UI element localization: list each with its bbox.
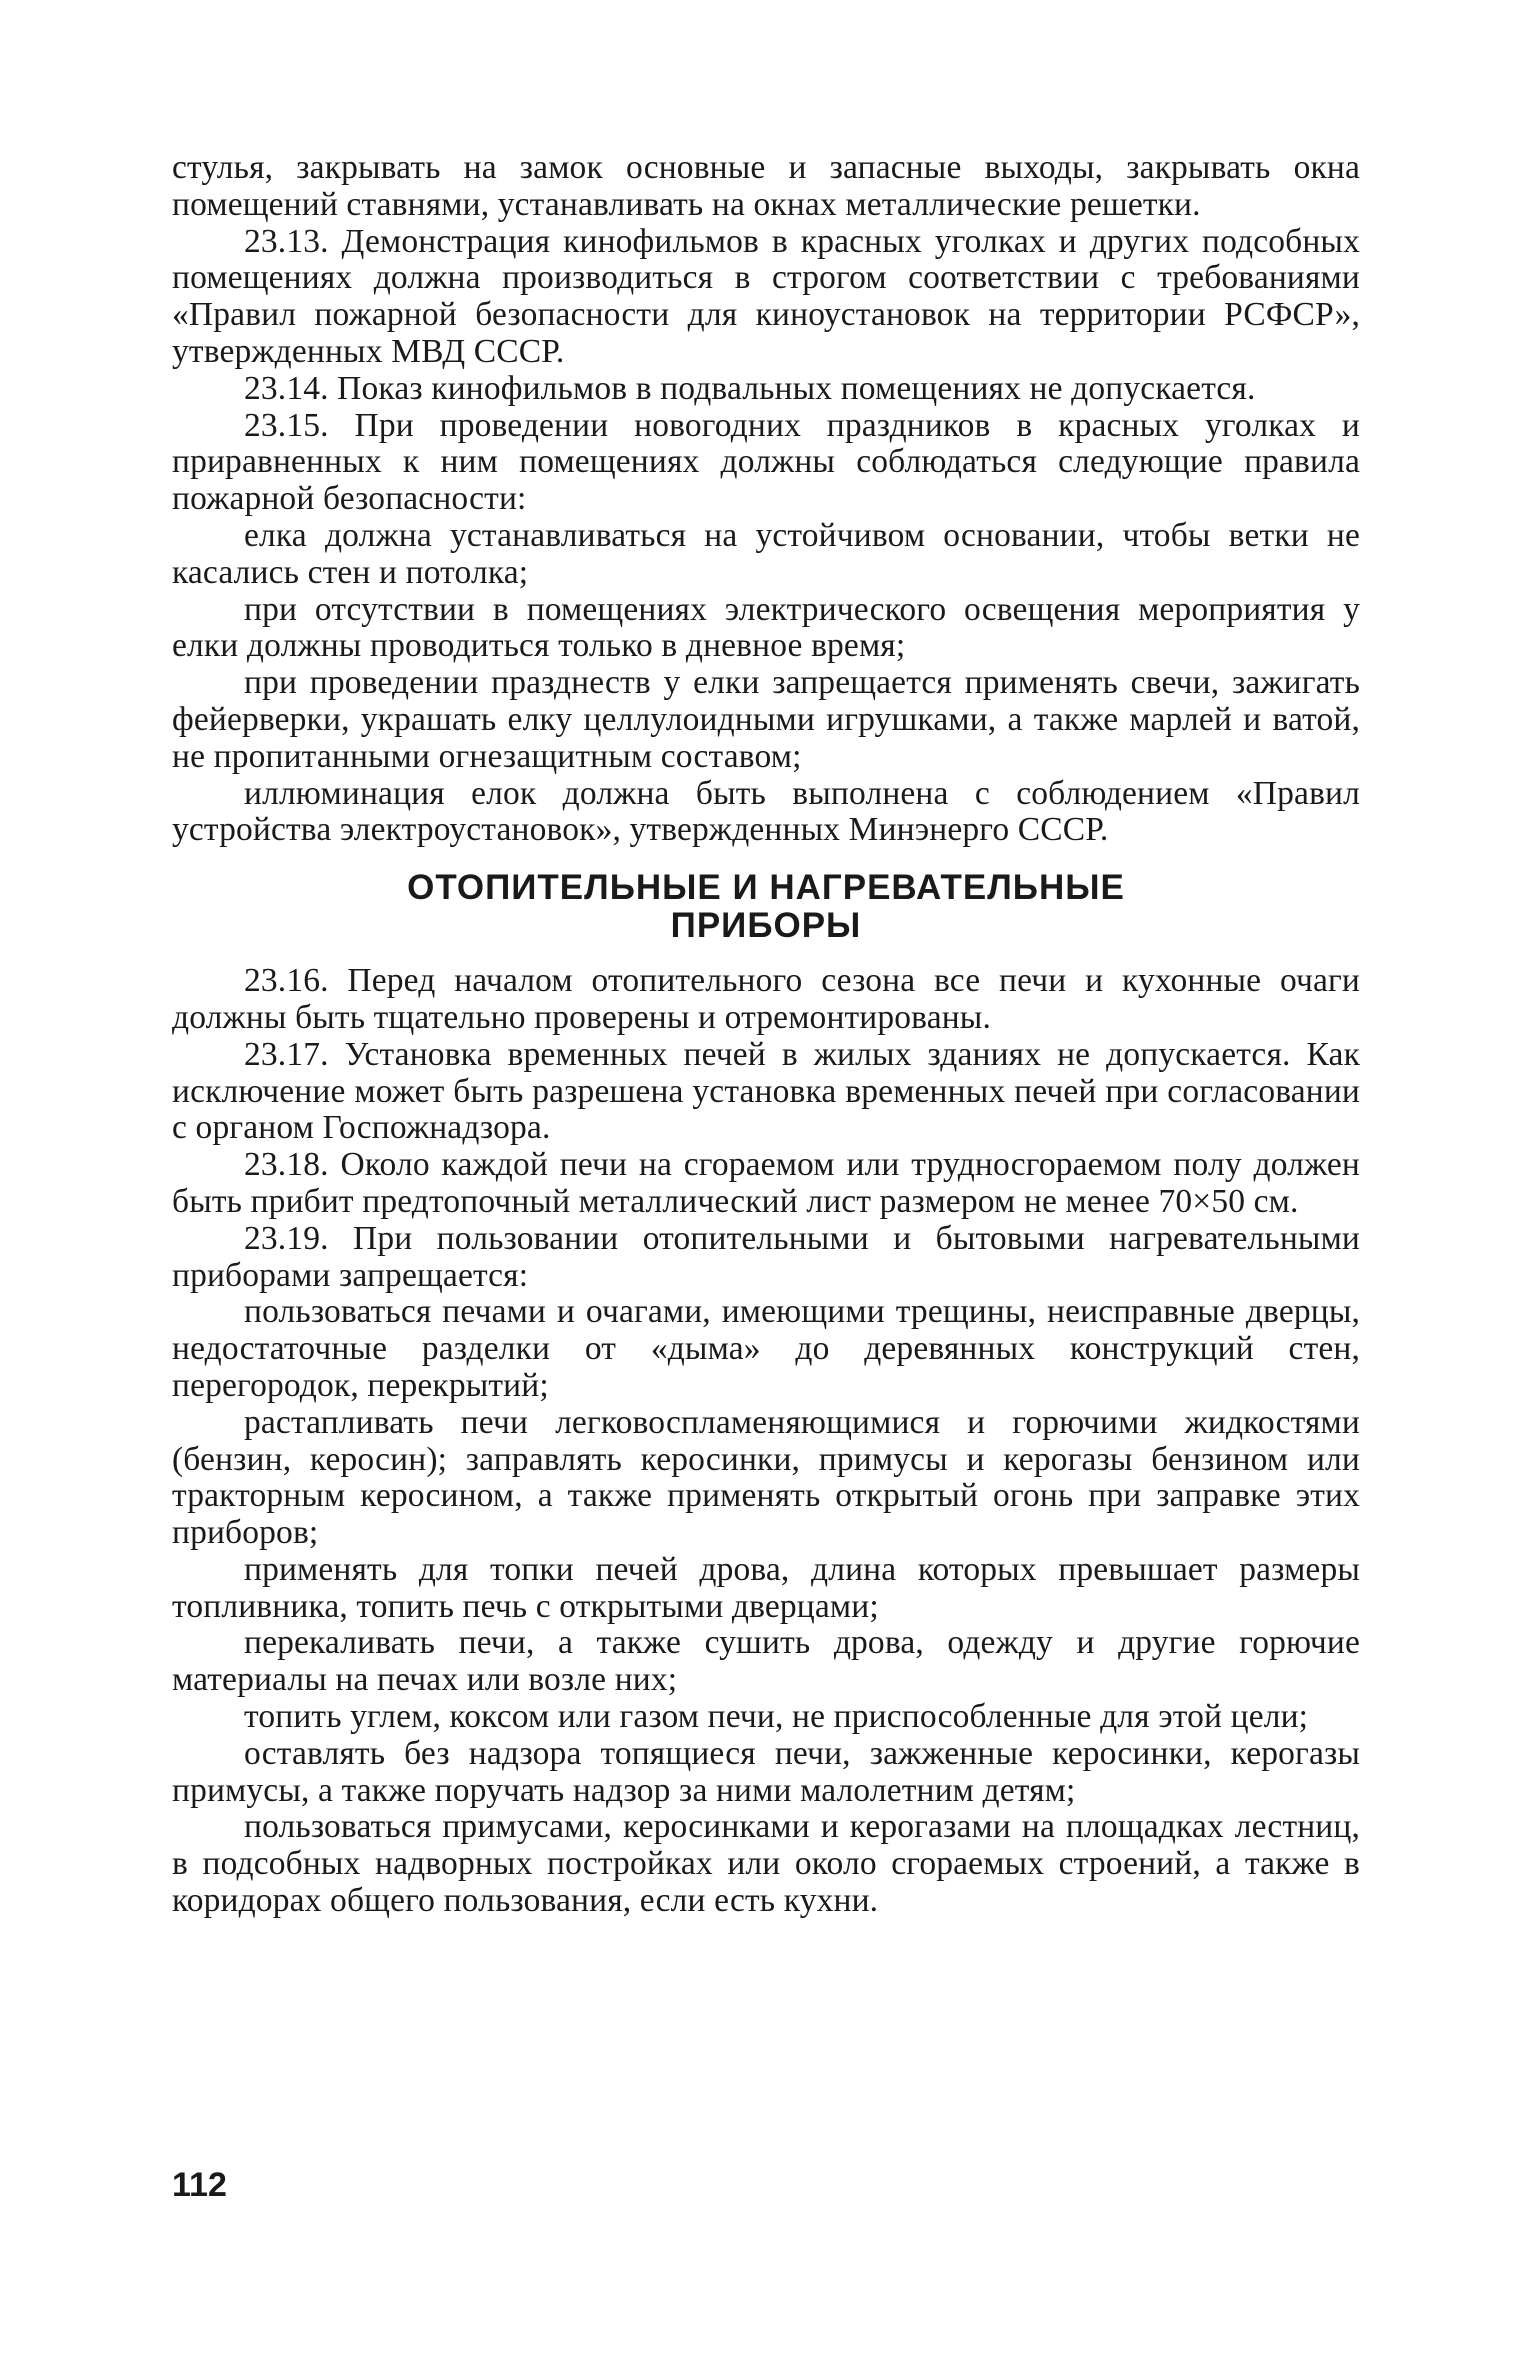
prohibition-item-flammable-liquids: растапливать печи легковоспламеняющимися и горючими жидкостями (бензин, керосин); заправлять керосинки, примусы и керогазы бензином или тракторным керосином, а также применять открытый огонь при заправке этих приборов; [172,1403,1360,1552]
prohibition-item-stairwells: пользоваться примусами, керосинками и керогазами на площадках лестниц, в подсобных надворных постройках или около сгораемых строений, а также в коридорах общего пользования, если есть кухни. [172,1808,1360,1920]
rule-item-tree-base: елка должна устанавливаться на устойчивом основании, чтобы ветки не касались стен и потолка; [172,516,1360,591]
section-heading-line-1: ОТОПИТЕЛЬНЫЕ И НАГРЕВАТЕЛЬНЫЕ [407,868,1125,908]
prohibition-item-unattended: оставлять без надзора топящиеся печи, зажженные керосинки, керогазы примусы, а также поручать надзор за ними малолетним детям; [172,1734,1360,1809]
prohibition-item-coal-gas: топить углем, коксом или газом печи, не приспособленные для этой цели; [244,1698,1309,1736]
rule-item-daytime: при отсутствии в помещениях электрического освещения мероприятия у елки должны проводиться только в дневное время; [172,590,1360,665]
paragraph-23-19: 23.19. При пользовании отопительными и бытовыми нагревательными приборами запрещается: [172,1219,1360,1294]
rule-item-illumination: иллюминация елок должна быть выполнена с соблюдением «Правил устройства электроустановок», утвержденных Минэнерго СССР. [172,774,1360,849]
prohibition-item-faulty-stoves: пользоваться печами и очагами, имеющими трещины, неисправные дверцы, недостаточные разделки от «дыма» до деревянных конструкций стен, перегородок, перекрытий; [172,1293,1360,1404]
section-heading [172,869,1360,945]
prohibition-item-long-firewood: применять для топки печей дрова, длина которых превышает размеры топливника, топить печь с открытыми дверцами; [172,1550,1360,1625]
paragraph-23-14: 23.14. Показ кинофильмов в подвальных помещениях не допускается. [244,369,1256,407]
paragraph-23-18: 23.18. Около каждой печи на сгораемом или трудносгораемом полу должен быть прибит предтопочный металлический лист размером не менее 70×50 см. [172,1146,1360,1220]
page-number: 112 [172,2166,227,2204]
paragraph-23-17: 23.17. Установка временных печей в жилых зданиях не допускается. Как исключение может быть разрешена установка временных печей при согласовании с органом Госпожнадзора. [172,1035,1360,1147]
rule-item-candles: при проведении празднеств у елки запрещается применять свечи, зажигать фейерверки, украшать елку целлулоидными игрушками, а также марлей и ватой, не пропитанными огнезащитным составом; [172,664,1360,775]
page-body [172,150,1360,1920]
paragraph-23-13: 23.13. Демонстрация кинофильмов в красных уголках и других подсобных помещениях должна производиться в строгом соответствии с требованиями «Правил пожарной безопасности для киноустановок на территории РСФСР», утвержденных МВД СССР. [172,222,1360,370]
paragraph-continuation: стулья, закрывать на замок основные и запасные выходы, закрывать окна помещений ставнями, устанавливать на окнах металлические решетки. [172,149,1360,223]
section-heading-line-2: ПРИБОРЫ [670,906,862,946]
paragraph-23-15: 23.15. При проведении новогодних праздников в красных уголках и приравненных к ним помещениях должны соблюдаться следующие правила пожарной безопасности: [172,406,1360,518]
prohibition-item-overheating: перекаливать печи, а также сушить дрова, одежду и другие горючие материалы на печах или возле них; [172,1624,1360,1699]
paragraph-23-16: 23.16. Перед началом отопительного сезона все печи и кухонные очаги должны быть тщательно проверены и отремонтированы. [172,962,1360,1036]
